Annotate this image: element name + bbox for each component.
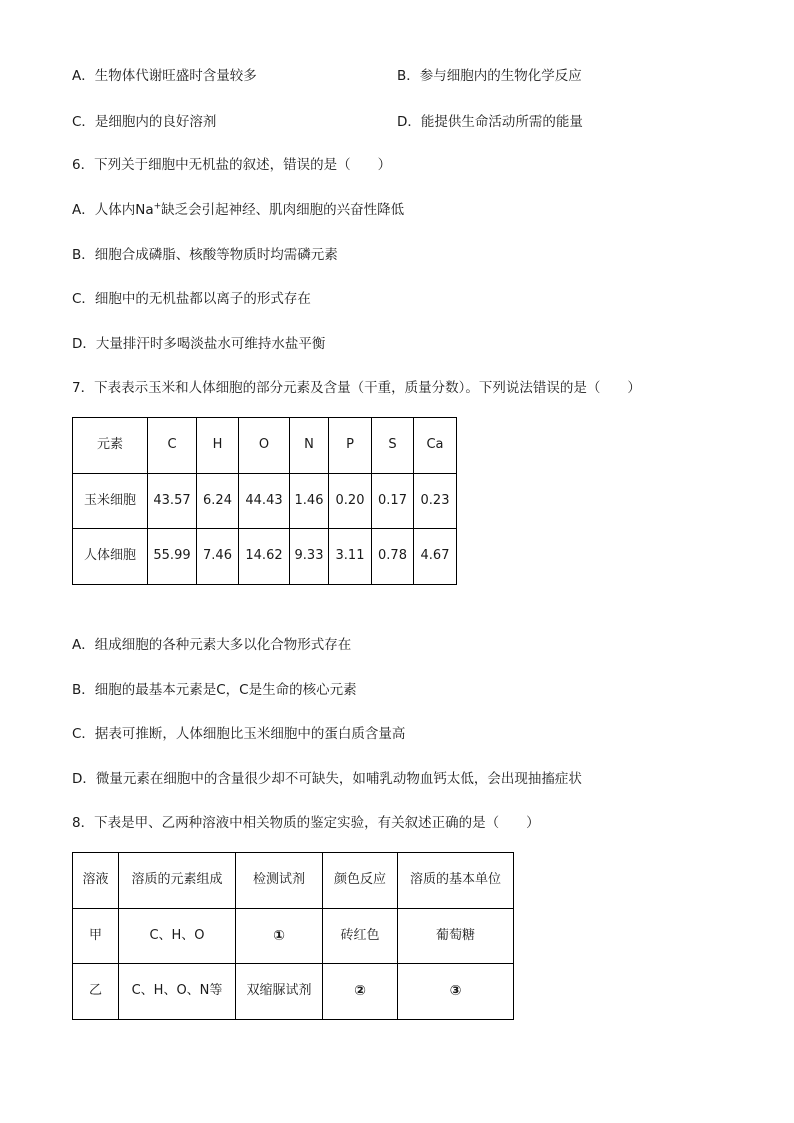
table-cell: ② (323, 964, 398, 1020)
table-cell: 4.67 (414, 529, 457, 585)
table-cell: 1.46 (290, 473, 329, 529)
table-header-cell: 检测试剂 (236, 853, 323, 909)
identification-experiment-table (72, 852, 514, 1020)
table-cell: 玉米细胞 (73, 473, 148, 529)
table-cell: 9.33 (290, 529, 329, 585)
table-cell: C、H、O、N等 (119, 964, 236, 1020)
table-cell: 人体细胞 (73, 529, 148, 585)
table-header-row (73, 853, 514, 909)
table-header-cell: 溶质的基本单位 (398, 853, 514, 909)
table-header-cell: H (197, 418, 239, 474)
table-cell: 55.99 (148, 529, 197, 585)
q5-option-c: C．是细胞内的良好溶剂 (72, 114, 217, 130)
table-header-cell: Ca (414, 418, 457, 474)
q7-option-a: A．组成细胞的各种元素大多以化合物形式存在 (72, 637, 352, 653)
table-cell: 7.46 (197, 529, 239, 585)
q6-option-b: B．细胞合成磷脂、核酸等物质时均需磷元素 (72, 247, 338, 263)
table-header-cell: O (239, 418, 290, 474)
table-cell: C、H、O (119, 908, 236, 964)
table-header-cell: 颜色反应 (323, 853, 398, 909)
element-content-table (72, 417, 457, 585)
table-cell: 14.62 (239, 529, 290, 585)
table-row (73, 908, 514, 964)
q7-option-c: C．据表可推断，人体细胞比玉米细胞中的蛋白质含量高 (72, 726, 406, 742)
table-cell: 43.57 (148, 473, 197, 529)
q6-option-c: C．细胞中的无机盐都以离子的形式存在 (72, 291, 311, 307)
table-header-row (73, 418, 457, 474)
table-cell: 0.23 (414, 473, 457, 529)
q7-stem: 7．下表表示玉米和人体细胞的部分元素及含量（干重，质量分数）。下列说法错误的是（ ） (72, 380, 641, 396)
table-cell: 0.20 (329, 473, 372, 529)
table-header-cell: P (329, 418, 372, 474)
table-row (73, 529, 457, 585)
table-header-cell: S (372, 418, 414, 474)
table-header-cell: 溶液 (73, 853, 119, 909)
table-cell: ③ (398, 964, 514, 1020)
q7-option-d: D．微量元素在细胞中的含量很少却不可缺失，如哺乳动物血钙太低，会出现抽搐症状 (72, 771, 582, 787)
q6-option-a: A．人体内Na+缺乏会引起神经、肌肉细胞的兴奋性降低 (72, 201, 405, 218)
table-header-cell: 元素 (73, 418, 148, 474)
table-cell: 6.24 (197, 473, 239, 529)
table-cell: ① (236, 908, 323, 964)
table-header-cell: 溶质的元素组成 (119, 853, 236, 909)
table-cell: 3.11 (329, 529, 372, 585)
table-header-cell: C (148, 418, 197, 474)
table-cell: 0.17 (372, 473, 414, 529)
table-header-cell: N (290, 418, 329, 474)
table-row (73, 473, 457, 529)
q5-option-d: D．能提供生命活动所需的能量 (397, 114, 583, 130)
table-cell: 双缩脲试剂 (236, 964, 323, 1020)
table-cell: 0.78 (372, 529, 414, 585)
table-cell: 砖红色 (323, 908, 398, 964)
q7-option-b: B．细胞的最基本元素是C，C是生命的核心元素 (72, 682, 357, 698)
table-cell: 乙 (73, 964, 119, 1020)
q5-option-a: A．生物体代谢旺盛时含量较多 (72, 68, 257, 84)
q6-stem: 6．下列关于细胞中无机盐的叙述，错误的是（ ） (72, 157, 392, 173)
q5-option-b: B．参与细胞内的生物化学反应 (397, 68, 582, 84)
q6-option-d: D．大量排汗时多喝淡盐水可维持水盐平衡 (72, 336, 326, 352)
table-cell: 甲 (73, 908, 119, 964)
q8-stem: 8．下表是甲、乙两种溶液中相关物质的鉴定实验，有关叙述正确的是（ ） (72, 815, 540, 831)
table-row (73, 964, 514, 1020)
table-cell: 葡萄糖 (398, 908, 514, 964)
table-cell: 44.43 (239, 473, 290, 529)
